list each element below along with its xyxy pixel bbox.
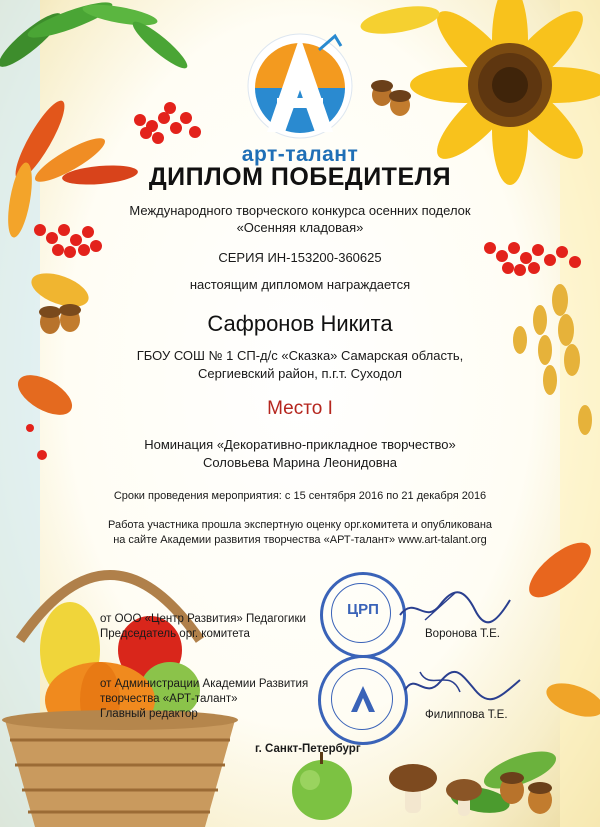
sig2-org-line-2: творчества «АРТ-талант» [100,693,238,705]
city: г. Санкт-Петербург [255,743,361,755]
sig2-name: Филиппова Т.Е. [425,709,508,721]
sig2-org-line-3: Главный редактор [100,708,198,720]
event-dates: Сроки проведения мероприятия: с 15 сентября 2016 по 21 декабря 2016 [113,490,487,502]
contest-line-2: «Осенняя кладовая» [236,220,364,235]
art-talant-logo-icon [245,28,355,146]
stamp-academy [318,655,408,745]
place-label: Место I [267,398,333,419]
stamp-text: ЦРП [347,601,379,618]
supervisor-name: Соловьева Марина Леонидовна [202,455,398,470]
diploma-title: ДИПЛОМ ПОБЕДИТЕЛЯ [148,163,452,191]
academy-logo-icon [349,684,377,714]
sig2-org-line-1: от Администрации Академии Развития [100,678,309,690]
stamp-center-development [320,572,406,658]
green-apple [292,752,352,820]
brand-name: арт-талант [241,143,359,166]
sig1-name: Воронова Т.Е. [425,628,500,640]
signature-filippova [400,662,525,707]
contest-line-1: Международного творческого конкурса осенних поделок [129,203,471,218]
organization-line-1: ГБОУ СОШ № 1 СП-д/с «Сказка» Самарская область, [136,348,464,363]
review-line-2: на сайте Академии развития творчества «АРТ-талант» www.art-talant.org [113,534,487,546]
sig1-org-line-2: Председатель орг. комитета [100,628,250,640]
awarded-text: настоящим дипломом награждается [189,277,411,292]
series-number: СЕРИЯ ИН-153200-360625 [218,250,382,265]
sig1-org-line-1: от ООО «Центр Развития» Педагогики [100,613,306,625]
signature-block-1 [100,612,306,642]
review-line-1: Работа участника прошла экспертную оценку орг.комитета и опубликована [107,519,493,531]
organization-line-2: Сергиевский район, п.г.т. Суходол [198,366,402,381]
recipient-name: Сафронов Никита [207,311,393,336]
nomination: Номинация «Декоративно-прикладное творчество» [144,437,456,452]
signature-block-2 [100,677,308,722]
